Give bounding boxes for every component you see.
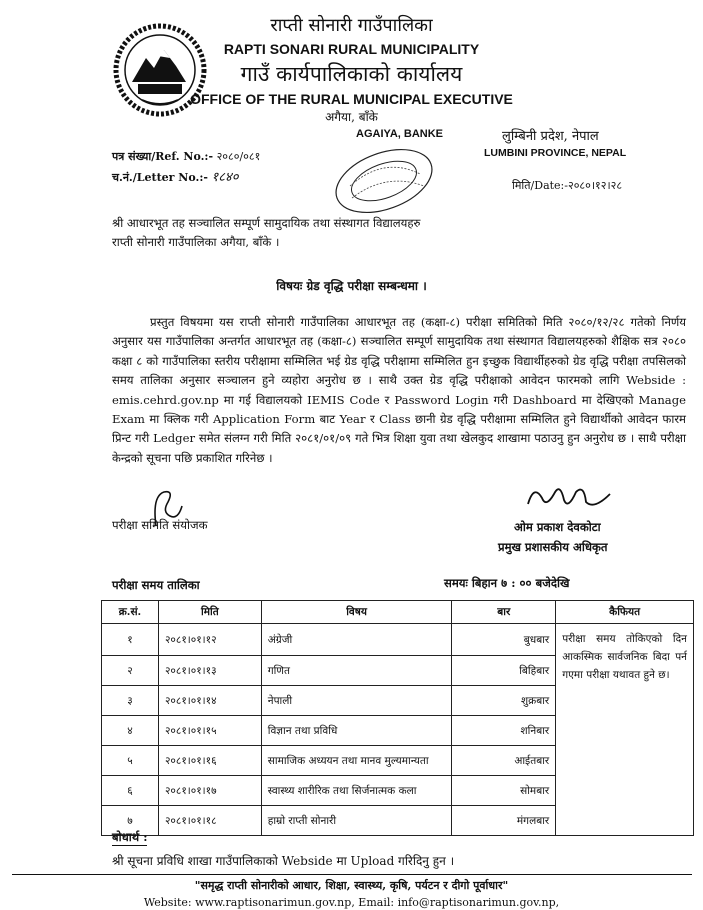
- row-sn: ३: [102, 686, 159, 716]
- row-date: २०८१।०१।१२: [158, 624, 261, 656]
- row-subject: सामाजिक अध्ययन तथा मानव मुल्यमान्यता: [261, 746, 452, 776]
- ref-value: २०८०/०८१: [216, 150, 261, 163]
- ref-number: [112, 149, 260, 164]
- province-np: लुम्बिनी प्रदेश, नेपाल: [502, 129, 599, 144]
- row-sn: १: [102, 624, 159, 656]
- place-np: अगैया, बाँके: [325, 110, 378, 124]
- official-stamp: [330, 146, 438, 216]
- office-name-en: OFFICE OF THE RURAL MUNICIPAL EXECUTIVE: [190, 91, 513, 107]
- letter-label: च.नं./Letter No.:-: [112, 171, 208, 184]
- municipality-name-en: RAPTI SONARI RURAL MUNICIPALITY: [223, 41, 480, 57]
- schedule-time: समयः बिहान ७ : ०० बजेदेखि: [444, 576, 570, 590]
- row-date: २०८१।०१।१६: [158, 746, 261, 776]
- row-day: बुधबार: [452, 624, 556, 656]
- row-subject: हाम्रो राप्ती सोनारी: [261, 806, 452, 836]
- footer-divider: [12, 874, 692, 875]
- row-day: मंगलबार: [452, 806, 556, 836]
- date-label: मिति/Date:-: [512, 179, 568, 192]
- coordinator-title: परीक्षा समिति संयोजक: [112, 518, 208, 532]
- row-date: २०८१।०१।१७: [158, 776, 261, 806]
- row-subject: नेपाली: [261, 686, 452, 716]
- row-subject: गणित: [261, 656, 452, 686]
- footer-contact: Website: www.raptisonarimun.gov.np, Email: info@raptisonarimun.gov.np,: [143, 896, 560, 909]
- row-day: शुक्रबार: [452, 686, 556, 716]
- row-sn: ७: [102, 806, 159, 836]
- row-date: २०८१।०१।१८: [158, 806, 261, 836]
- col-header-date: मिति: [158, 601, 261, 624]
- col-header-day: बार: [452, 601, 556, 624]
- office-name-np: गाउँ कार्यपालिकाको कार्यालय: [240, 62, 463, 86]
- row-day: बिहिबार: [452, 656, 556, 686]
- addressee-line1: श्री आधारभूत तह सञ्चालित सम्पूर्ण सामुदायिक तथा संस्थागत विद्यालयहरु: [112, 216, 421, 230]
- ref-label: पत्र संख्या/Ref. No.:-: [112, 150, 214, 163]
- subject-line: विषयः ग्रेड वृद्धि परीक्षा सम्बन्धमा ।: [276, 279, 427, 293]
- row-day: आईतबार: [452, 746, 556, 776]
- row-date: २०८१।०१।१४: [158, 686, 261, 716]
- col-header-subject: विषय: [261, 601, 452, 624]
- exam-schedule-table: [101, 600, 694, 836]
- row-sn: ५: [102, 746, 159, 776]
- row-day: सोमबार: [452, 776, 556, 806]
- row-day: शनिबार: [452, 716, 556, 746]
- letter-date: [512, 178, 622, 193]
- officer-name: ओम प्रकाश देवकोटा: [514, 520, 601, 534]
- officer-signature: [524, 480, 614, 516]
- row-sn: ४: [102, 716, 159, 746]
- note-text: श्री सूचना प्रविधि शाखा गाउँपालिकाको Webside मा Upload गरिदिनु हुन ।: [112, 854, 455, 868]
- place-en: AGAIYA, BANKE: [356, 128, 443, 140]
- letter-value: १८४०: [211, 170, 239, 185]
- footer-slogan: "समृद्ध राप्ती सोनारीको आधार, शिक्षा, स्वास्थ्य, कृषि, पर्यटन र दीगो पूर्वाधार": [194, 879, 509, 892]
- letter-body: प्रस्तुत विषयमा यस राप्ती सोनारी गाउँपालिका आधारभूत तह (कक्षा-८) परीक्षा समितिको मिति २०८०/१२/२८ गतेको निर्णय अनुसार यस गाउँपालिका अन्तर्गत आधारभूत तह (कक्षा-८) सञ्चालित सम्पूर्ण सामुदायिक तथा संस्थागत विद्यालयहरुको शैक्षिक सत्र २०८० कक्षा ८ को गाउँपालिका स्तरीय परीक्षामा सम्मिलित भई ग्रेड वृद्धि परीक्षामा सम्मिलित हुन इच्छुक विद्यार्थीहरुको ग्रेड वृद्धि परीक्षा तपसिलको समय तालिका अनुसार सञ्चालन हुने व्यहोरा अनुरोध छ । साथै उक्त ग्रेड वृद्धि परीक्षाको आवेदन फारमको लागि Webside : emis.cehrd.gov.np मा गई विद्यालयको IEMIS Code र Password Login गरी Dashboard मा देखिएको Manage Exam मा क्लिक गरी Application Form बाट Year र Class छानी ग्रेड वृद्धि परीक्षामा सम्मिलित हुने विद्यार्थीको आवेदन फारम प्रिन्ट गरी Ledger समेत संलग्न गरी मिति २०८१/०१/०९ गते भित्र शिक्षा युवा तथा खेलकुद शाखामा पठाउनु हुन अनुरोध छ । साथै परीक्षा केन्द्रको सूचना पछि प्रकाशित गरिनेछ ।: [112, 315, 686, 465]
- schedule-label: परीक्षा समय तालिका: [112, 578, 200, 592]
- addressee-line2: राप्ती सोनारी गाउँपालिका अगैया, बाँके ।: [112, 235, 280, 249]
- officer-title: प्रमुख प्रशासकीय अधिकृत: [498, 540, 608, 554]
- note-label: बोधार्थ :: [112, 830, 148, 844]
- row-sn: २: [102, 656, 159, 686]
- row-subject: स्वास्थ्य शारीरिक तथा सिर्जनात्मक कला: [261, 776, 452, 806]
- row-date: २०८१।०१।१३: [158, 656, 261, 686]
- province-en: LUMBINI PROVINCE, NEPAL: [484, 147, 627, 159]
- letter-number: [112, 167, 239, 185]
- row-date: २०८१।०१।१५: [158, 716, 261, 746]
- col-header-remark: कैफियत: [556, 601, 694, 624]
- table-header-row: [102, 601, 694, 624]
- municipality-name-np: राप्ती सोनारी गाउँपालिका: [270, 15, 433, 36]
- col-header-sn: क्र.सं.: [102, 601, 159, 624]
- row-sn: ६: [102, 776, 159, 806]
- remark-cell: परीक्षा समय तोकिएको दिन आकस्मिक सार्वजनिक बिदा पर्न गएमा परीक्षा यथावत हुने छ।: [556, 624, 694, 836]
- row-subject: विज्ञान तथा प्रविधि: [261, 716, 452, 746]
- row-subject: अंग्रेजी: [261, 624, 452, 656]
- date-value: २०८०।१२।२८: [567, 179, 623, 192]
- table-row: [102, 624, 694, 656]
